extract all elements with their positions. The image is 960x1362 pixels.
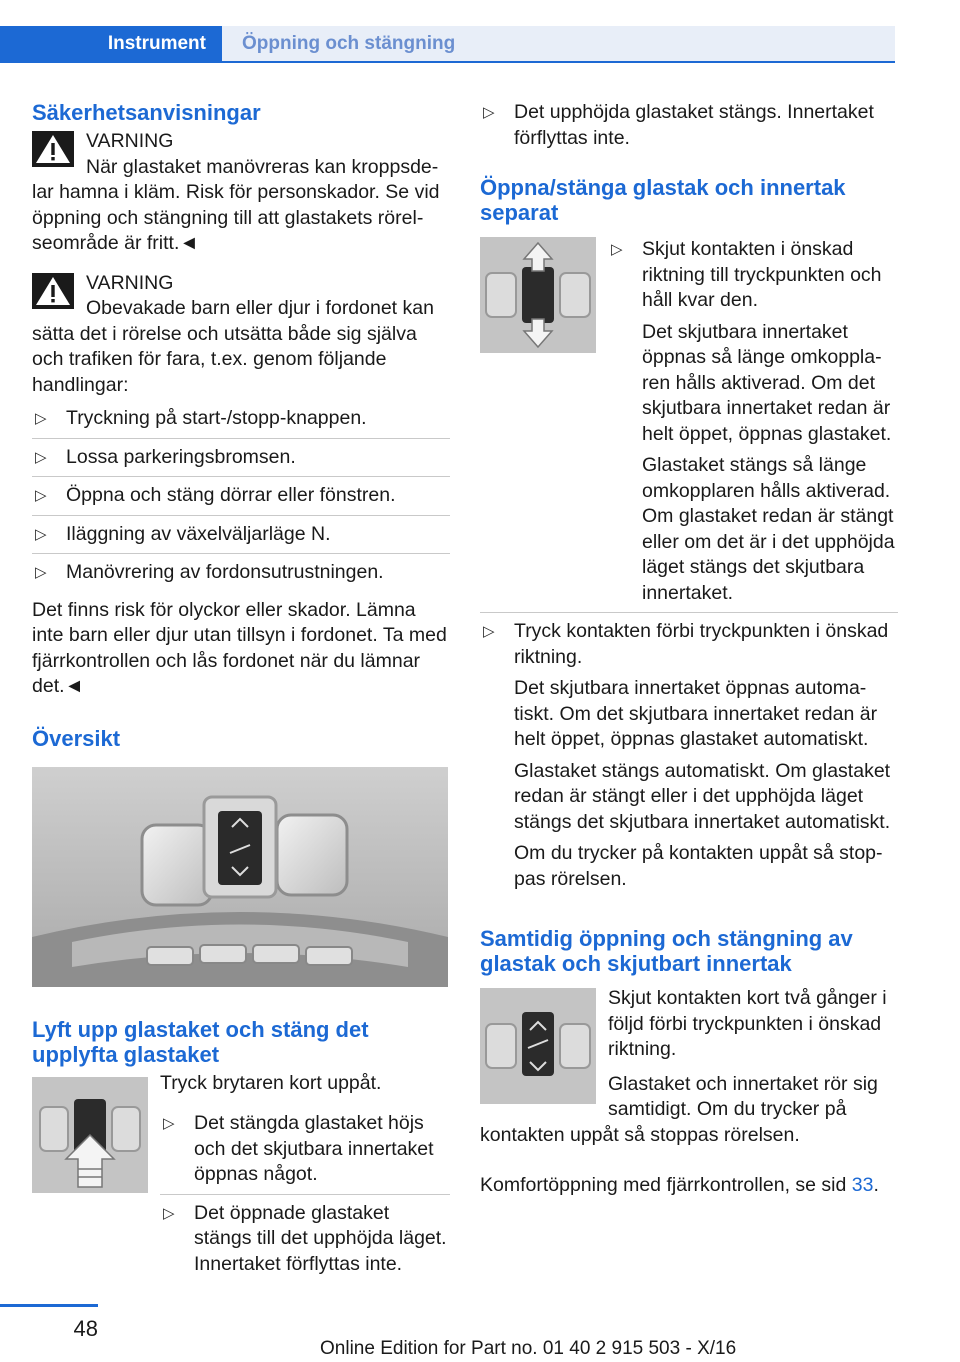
- list-item: [32, 438, 450, 477]
- warning-1-text: När glastaket manövreras kan kroppsdelar hamna i kläm. Risk för personskador. Se vid öppning och stängning till att glastakets rörelseområde är fritt.◄: [32, 155, 440, 254]
- triangle-bullet-icon: ▷: [483, 623, 495, 640]
- warning-icon: [32, 273, 74, 309]
- separate-heading: Öppna/stänga glastak och innertak separat: [480, 175, 846, 225]
- lift-intro: Tryck brytaren kort uppåt.: [160, 1071, 382, 1094]
- list-item-text: Det upphöjda glastaket stängs. Innertaket förflyttas inte.: [514, 101, 874, 149]
- list-item: [32, 515, 450, 554]
- list-item-text: Tryckning på start-/stopp-knappen.: [66, 407, 367, 429]
- switch-updown-illustration: [480, 237, 596, 353]
- list-item-text: Det öppnade glastaket stängs till det upphöjda läget. Innertaket förflyttas inte.: [194, 1201, 447, 1275]
- list-item: [32, 400, 450, 438]
- comfort-end: .: [873, 1174, 879, 1196]
- warning-2-label: VARNING: [86, 271, 174, 294]
- triangle-bullet-icon: ▷: [483, 104, 495, 121]
- tab-oppning-och-stangning[interactable]: Öppning och stängning: [222, 26, 895, 62]
- simultaneous-text-2: Glastaket och innertaket rör sig samtidigt. Om du trycker på kontakten uppåt så stoppas rörelsen.: [480, 1072, 878, 1146]
- list-item: [160, 1194, 450, 1284]
- safety-heading: Säkerhetsanvisningar: [32, 100, 261, 125]
- list-item-text: Det skjutbara innertaket öppnas automatiskt. Om det skjutbara innertaket redan är helt öppet, öppnas glastaket automatiskt.: [514, 677, 878, 750]
- right-column: [480, 100, 898, 1208]
- simultaneous-heading: Samtidig öppning och stängning av glastak och skjutbart innertak: [480, 926, 853, 976]
- list-item-text: Tryck kontakten förbi tryckpunkten i önskad riktning.: [514, 620, 889, 668]
- warning-2-text: Obevakade barn eller djur i fordonet kan sätta det i rörelse och utsätta både sig själva och trafiken för fara, t.ex. genom följande handlingar:: [32, 297, 434, 396]
- list-item-text: Glastaket stängs automatiskt. Om glastaket redan är stängt eller i det upphöjda läget stängs det skjutbara innertaket automatiskt.: [514, 759, 891, 833]
- list-item-text: Skjut kontakten i önskad riktning till tryckpunkten och håll kvar den.: [642, 238, 882, 311]
- left-column: [32, 100, 450, 1289]
- list-item: [480, 94, 898, 157]
- tab-instrument[interactable]: Instrument: [0, 26, 222, 62]
- lift-heading: Lyft upp glastaket och stäng det upplyfta glastaket: [32, 1016, 369, 1067]
- triangle-bullet-icon: ▷: [35, 525, 47, 543]
- warning-icon: [32, 131, 74, 167]
- list-item-text: Det stängda glastaket höjs och det skjutbara innertaket öppnas något.: [194, 1112, 434, 1185]
- triangle-bullet-icon: ▷: [35, 487, 47, 504]
- triangle-bullet-icon: ▷: [163, 1204, 175, 1222]
- triangle-bullet-icon: ▷: [163, 1115, 175, 1132]
- list-item: [32, 476, 450, 515]
- list-item-text: Glastaket stängs så länge omkopplaren hålls aktiverad. Om glastaket redan är stängt eller om det är i det upphöjda läget stängs det skjutbara innertaket.: [642, 454, 895, 604]
- simultaneous-section: [480, 986, 898, 1148]
- warning-block-2: [32, 271, 450, 399]
- triangle-bullet-icon: ▷: [35, 564, 47, 581]
- simultaneous-text-1: Skjut kontakten kort två gånger i följd förbi tryckpunkten i önskad riktning.: [608, 987, 887, 1060]
- triangle-bullet-icon: ▷: [611, 241, 623, 258]
- list-item-text: Lossa parkeringsbromsen.: [66, 445, 296, 468]
- page-number: 48: [73, 1316, 98, 1341]
- list-item-text: Det skjutbara innertaket öppnas så länge omkopplaren hålls aktiverad. Om det skjutbara innertaket redan är helt öppet, öppnas glastaket.: [642, 320, 892, 445]
- list-item: [160, 1105, 450, 1194]
- switch-up-illustration: [32, 1077, 148, 1193]
- page-reference-link[interactable]: 33: [851, 1174, 874, 1196]
- comfort-text: Komfortöppning med fjärrkontrollen, se sid: [480, 1174, 852, 1196]
- list-item-text: Manövrering av fordonsutrustningen.: [66, 561, 384, 583]
- triangle-bullet-icon: ▷: [35, 448, 47, 466]
- lift-section: [32, 1071, 450, 1284]
- warning-2-after: Det finns risk för olyckor eller skador. Lämna inte barn eller djur utan tillsyn i fordonet. Ta med fjärrkontrollen och lås fordonet när du lämnar det.◄: [32, 598, 447, 697]
- warning-2-list: [32, 400, 450, 592]
- overview-photo: [32, 767, 448, 987]
- warning-1-label: VARNING: [86, 130, 174, 152]
- list-item: [32, 553, 450, 592]
- list-item: [480, 612, 898, 898]
- edition-text: Online Edition for Part no. 01 40 2 915 503 - X/16: [320, 1338, 737, 1359]
- lift-list: [160, 1105, 450, 1283]
- list-item-text: Iläggning av växelväljarläge N.: [66, 522, 331, 545]
- warning-block-1: [32, 129, 450, 257]
- list-item-text: Öppna och stäng dörrar eller fönstren.: [66, 484, 396, 506]
- separate-section: [480, 237, 898, 898]
- header-bar: [0, 0, 895, 62]
- list-item-text: Om du trycker på kontakten uppåt så stoppas rörelsen.: [514, 842, 883, 890]
- switch-illustration: [480, 988, 596, 1104]
- triangle-bullet-icon: ▷: [35, 410, 47, 427]
- continued-list: [480, 94, 898, 157]
- footer-divider: [0, 1304, 98, 1307]
- overview-heading: Översikt: [32, 725, 121, 751]
- header-divider: [0, 61, 895, 63]
- list-item: [608, 237, 898, 612]
- comfort-opening-text: [480, 1173, 898, 1199]
